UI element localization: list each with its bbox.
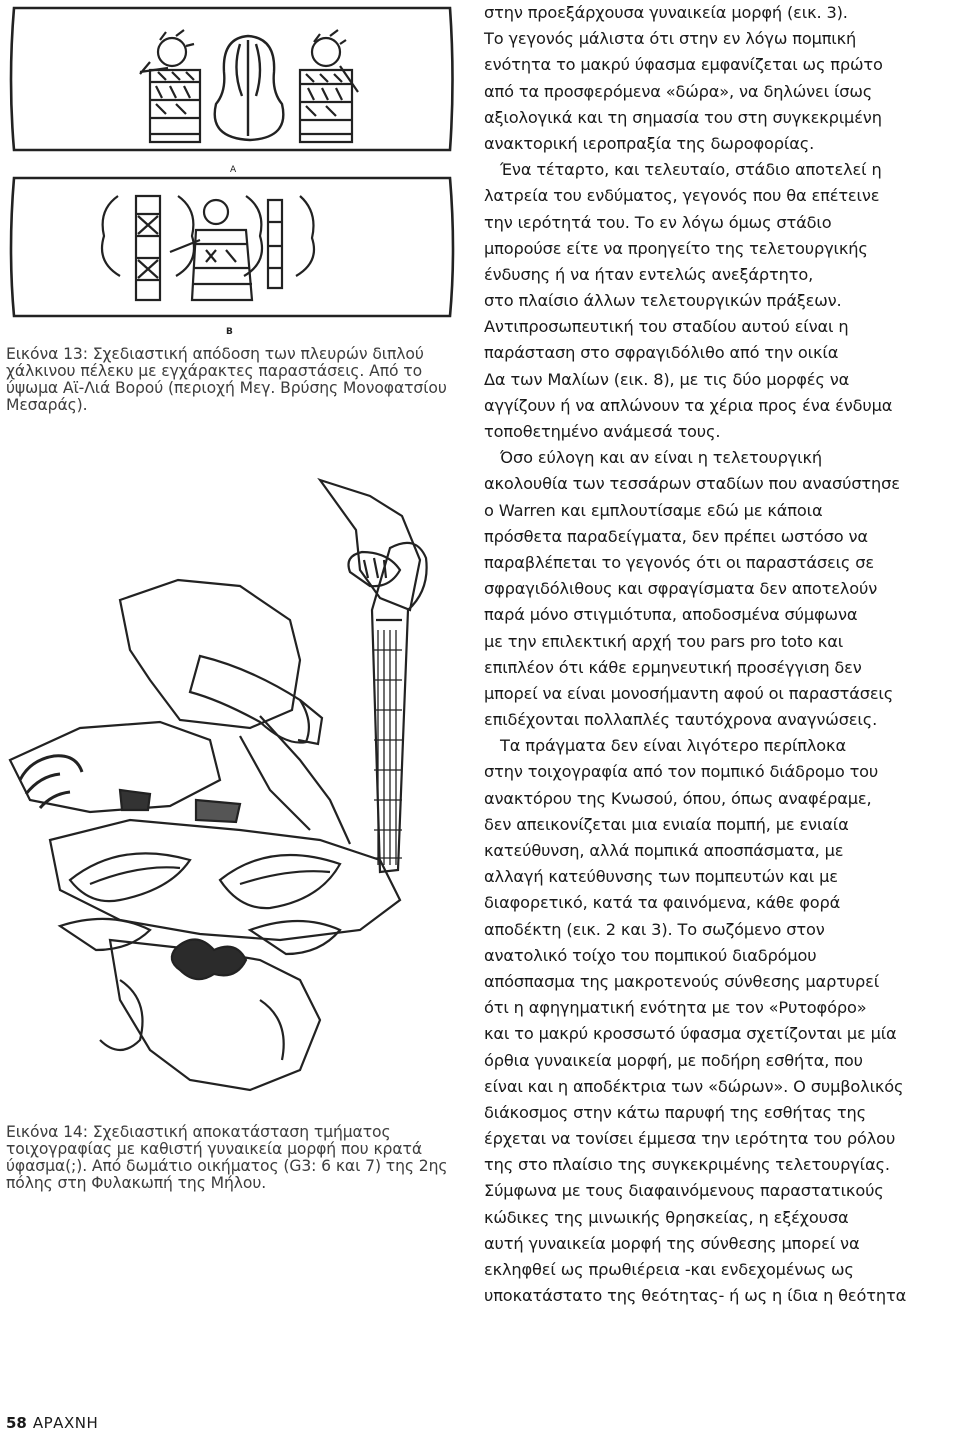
body-line: αυτή γυναικεία μορφή της σύνθεσης μπορεί να <box>484 1233 860 1253</box>
caption-line: Εικόνα 14: Σχεδιαστική αποκατάσταση τμήματος <box>6 1123 391 1141</box>
body-line: και το μακρύ κροσσωτό ύφασμα σχετίζονται με μία <box>484 1024 897 1044</box>
caption-line: ύψωμα Αϊ-Λιά Βορού (περιοχή Μεγ. Βρύσης Μονοφατσίου <box>6 379 447 397</box>
body-line: Τα πράγματα δεν είναι λιγότερο περίπλοκα <box>500 736 846 756</box>
article-body-column <box>484 0 956 1309</box>
page-number: 58 <box>6 1414 27 1432</box>
figure-14-fresco-drawing <box>0 460 480 1100</box>
magazine-name: ΑΡΑΧΝΗ <box>32 1414 99 1432</box>
caption-line: Εικόνα 13: Σχεδιαστική απόδοση των πλευρών διπλού <box>6 345 424 363</box>
axe-side-a-label: A <box>230 165 237 175</box>
body-line: Όσο εύλογη και αν είναι η τελετουργική <box>500 448 822 468</box>
body-line: τοποθετημένο ανάμεσά τους. <box>484 422 721 441</box>
caption-line: ύφασμα(;). Από δωμάτιο οικήματος (G3: 6 και 7) της 2ης <box>6 1157 448 1175</box>
body-line: διάκοσμος στην κάτω παρυφή της εσθήτας της <box>484 1102 866 1122</box>
body-line: ενότητα το μακρύ ύφασμα εμφανίζεται ως πρώτο <box>484 55 883 75</box>
body-line: επιδέχονται πολλαπλές ταυτόχρονα αναγνώσεις. <box>484 710 878 730</box>
body-line: πρόσθετα παραδείγματα, δεν πρέπει ωστόσο να <box>484 526 868 546</box>
body-line: Ένα τέταρτο, και τελευταίο, στάδιο αποτελεί η <box>500 160 882 180</box>
figure-13-caption <box>6 346 466 414</box>
body-line: υποκατάστατο της θεότητας- ή ως η ίδια η θεότητα <box>484 1286 907 1306</box>
body-line: όρθια γυναικεία μορφή, με ποδήρη εσθήτα, που <box>484 1050 863 1070</box>
body-line: δεν απεικονίζεται μια ενιαία πομπή, με ενιαία <box>484 814 849 834</box>
caption-line: τοιχογραφίας με καθιστή γυναικεία μορφή που κρατά <box>6 1140 422 1158</box>
axe-side-a <box>11 8 453 150</box>
caption-line: πόλης στη Φυλακωπή της Μήλου. <box>6 1174 267 1192</box>
body-line: στην προεξάρχουσα γυναικεία μορφή (εικ. 3). <box>484 3 848 22</box>
body-line: της στο πλαίσιο της συγκεκριμένης τελετουργίας. <box>484 1155 890 1175</box>
body-line: ανακτόρου της Κνωσού, όπου, όπως αναφέραμε, <box>484 788 872 808</box>
body-line: στην τοιχογραφία από τον πομπικό διάδρομο του <box>484 762 879 782</box>
page-footer <box>6 1414 98 1432</box>
figure-13-axe-drawing <box>0 0 470 340</box>
body-line: Δα των Μαλίων (εικ. 8), με τις δύο μορφές να <box>484 369 850 389</box>
body-line: Το γεγονός μάλιστα ότι στην εν λόγω πομπική <box>484 29 857 49</box>
body-line: κατεύθυνση, αλλά πομπικά αποσπάσματα, με <box>484 841 844 860</box>
body-line: είναι και η αποδέκτρια των «δώρων». Ο συμβολικός <box>484 1076 904 1096</box>
body-line: λατρεία του ενδύματος, γεγονός που θα επέτεινε <box>484 186 880 206</box>
body-line: παράσταση στο σφραγιδόλιθο από την οικία <box>484 343 839 363</box>
body-line: από τα προσφερόμενα «δώρα», να δηλώνει ίσως <box>484 81 873 101</box>
body-line: έρχεται να τονίσει έμμεσα την ιερότητα του ρόλου <box>484 1129 896 1149</box>
body-line: επιπλέον ότι κάθε ερμηνευτική προσέγγιση δεν <box>484 657 862 677</box>
body-line: εκληφθεί ως πρωθιέρεια -και ενδεχομένως ως <box>484 1260 854 1279</box>
body-line: αγγίζουν ή να απλώνουν τα χέρια προς ένα ένδυμα <box>484 395 893 415</box>
body-line: σφραγιδόλιθους και σφραγίσματα δεν αποτελούν <box>484 579 878 599</box>
body-line: ότι η αφηγηματική ενότητα με τον «Ρυτοφόρο» <box>484 998 867 1018</box>
body-line: μπορεί να είναι μονοσήμαντη αφού οι παραστάσεις <box>484 683 894 703</box>
body-line: ένδυσης ή να ήταν εντελώς ανεξάρτητο, <box>484 264 814 284</box>
body-line: διαφορετικό, κατά τα φαινόμενα, κάθε φορά <box>484 893 841 913</box>
body-line: Αντιπροσωπευτική του σταδίου αυτού είναι η <box>484 317 849 337</box>
figure-14-caption <box>6 1124 466 1192</box>
body-line: ανακτορική ιεροπραξία της δωροφορίας. <box>484 133 815 153</box>
body-line: αξιολογικά και τη σημασία του στη συγκεκριμένη <box>484 107 882 127</box>
body-line: στο πλαίσιο άλλων τελετουργικών πράξεων. <box>484 291 842 311</box>
body-line: κώδικες της μινωικής θρησκείας, η εξέχουσα <box>484 1207 849 1227</box>
body-line: παρά μόνο στιγμιότυπα, αποδοσμένα σύμφωνα <box>484 605 858 625</box>
axe-side-b-label: B <box>226 327 233 337</box>
body-line: αποδέκτη (εικ. 2 και 3). Το σωζόμενο στον <box>484 919 825 939</box>
body-line: ακολουθία των τεσσάρων σταδίων που ανασύστησε <box>484 474 900 494</box>
body-line: μπορούσε είτε να προηγείτο της τελετουργικής <box>484 238 868 258</box>
body-line: Σύμφωνα με τους διαφαινόμενους παραστατικούς <box>484 1181 884 1201</box>
body-line: απόσπασμα της μακροτενούς σύνθεσης μαρτυρεί <box>484 971 880 991</box>
body-line: ο Warren και εμπλουτίσαμε εδώ με κάποια <box>484 500 823 520</box>
axe-side-b <box>11 178 453 316</box>
body-line: την ιερότητά του. Το εν λόγω όμως στάδιο <box>484 212 832 232</box>
caption-line: Μεσαράς). <box>6 396 88 414</box>
body-line: παραβλέπεται το γεγονός ότι οι παραστάσεις σε <box>484 552 874 572</box>
body-line: με την επιλεκτική αρχή του pars pro toto και <box>484 631 844 651</box>
caption-line: χάλκινου πέλεκυ με εγχάρακτες παραστάσεις. Από το <box>6 362 423 380</box>
body-line: αλλαγή κατεύθυνσης των πομπευτών και με <box>484 867 838 887</box>
body-line: ανατολικό τοίχο του πομπικού διαδρόμου <box>484 945 817 965</box>
